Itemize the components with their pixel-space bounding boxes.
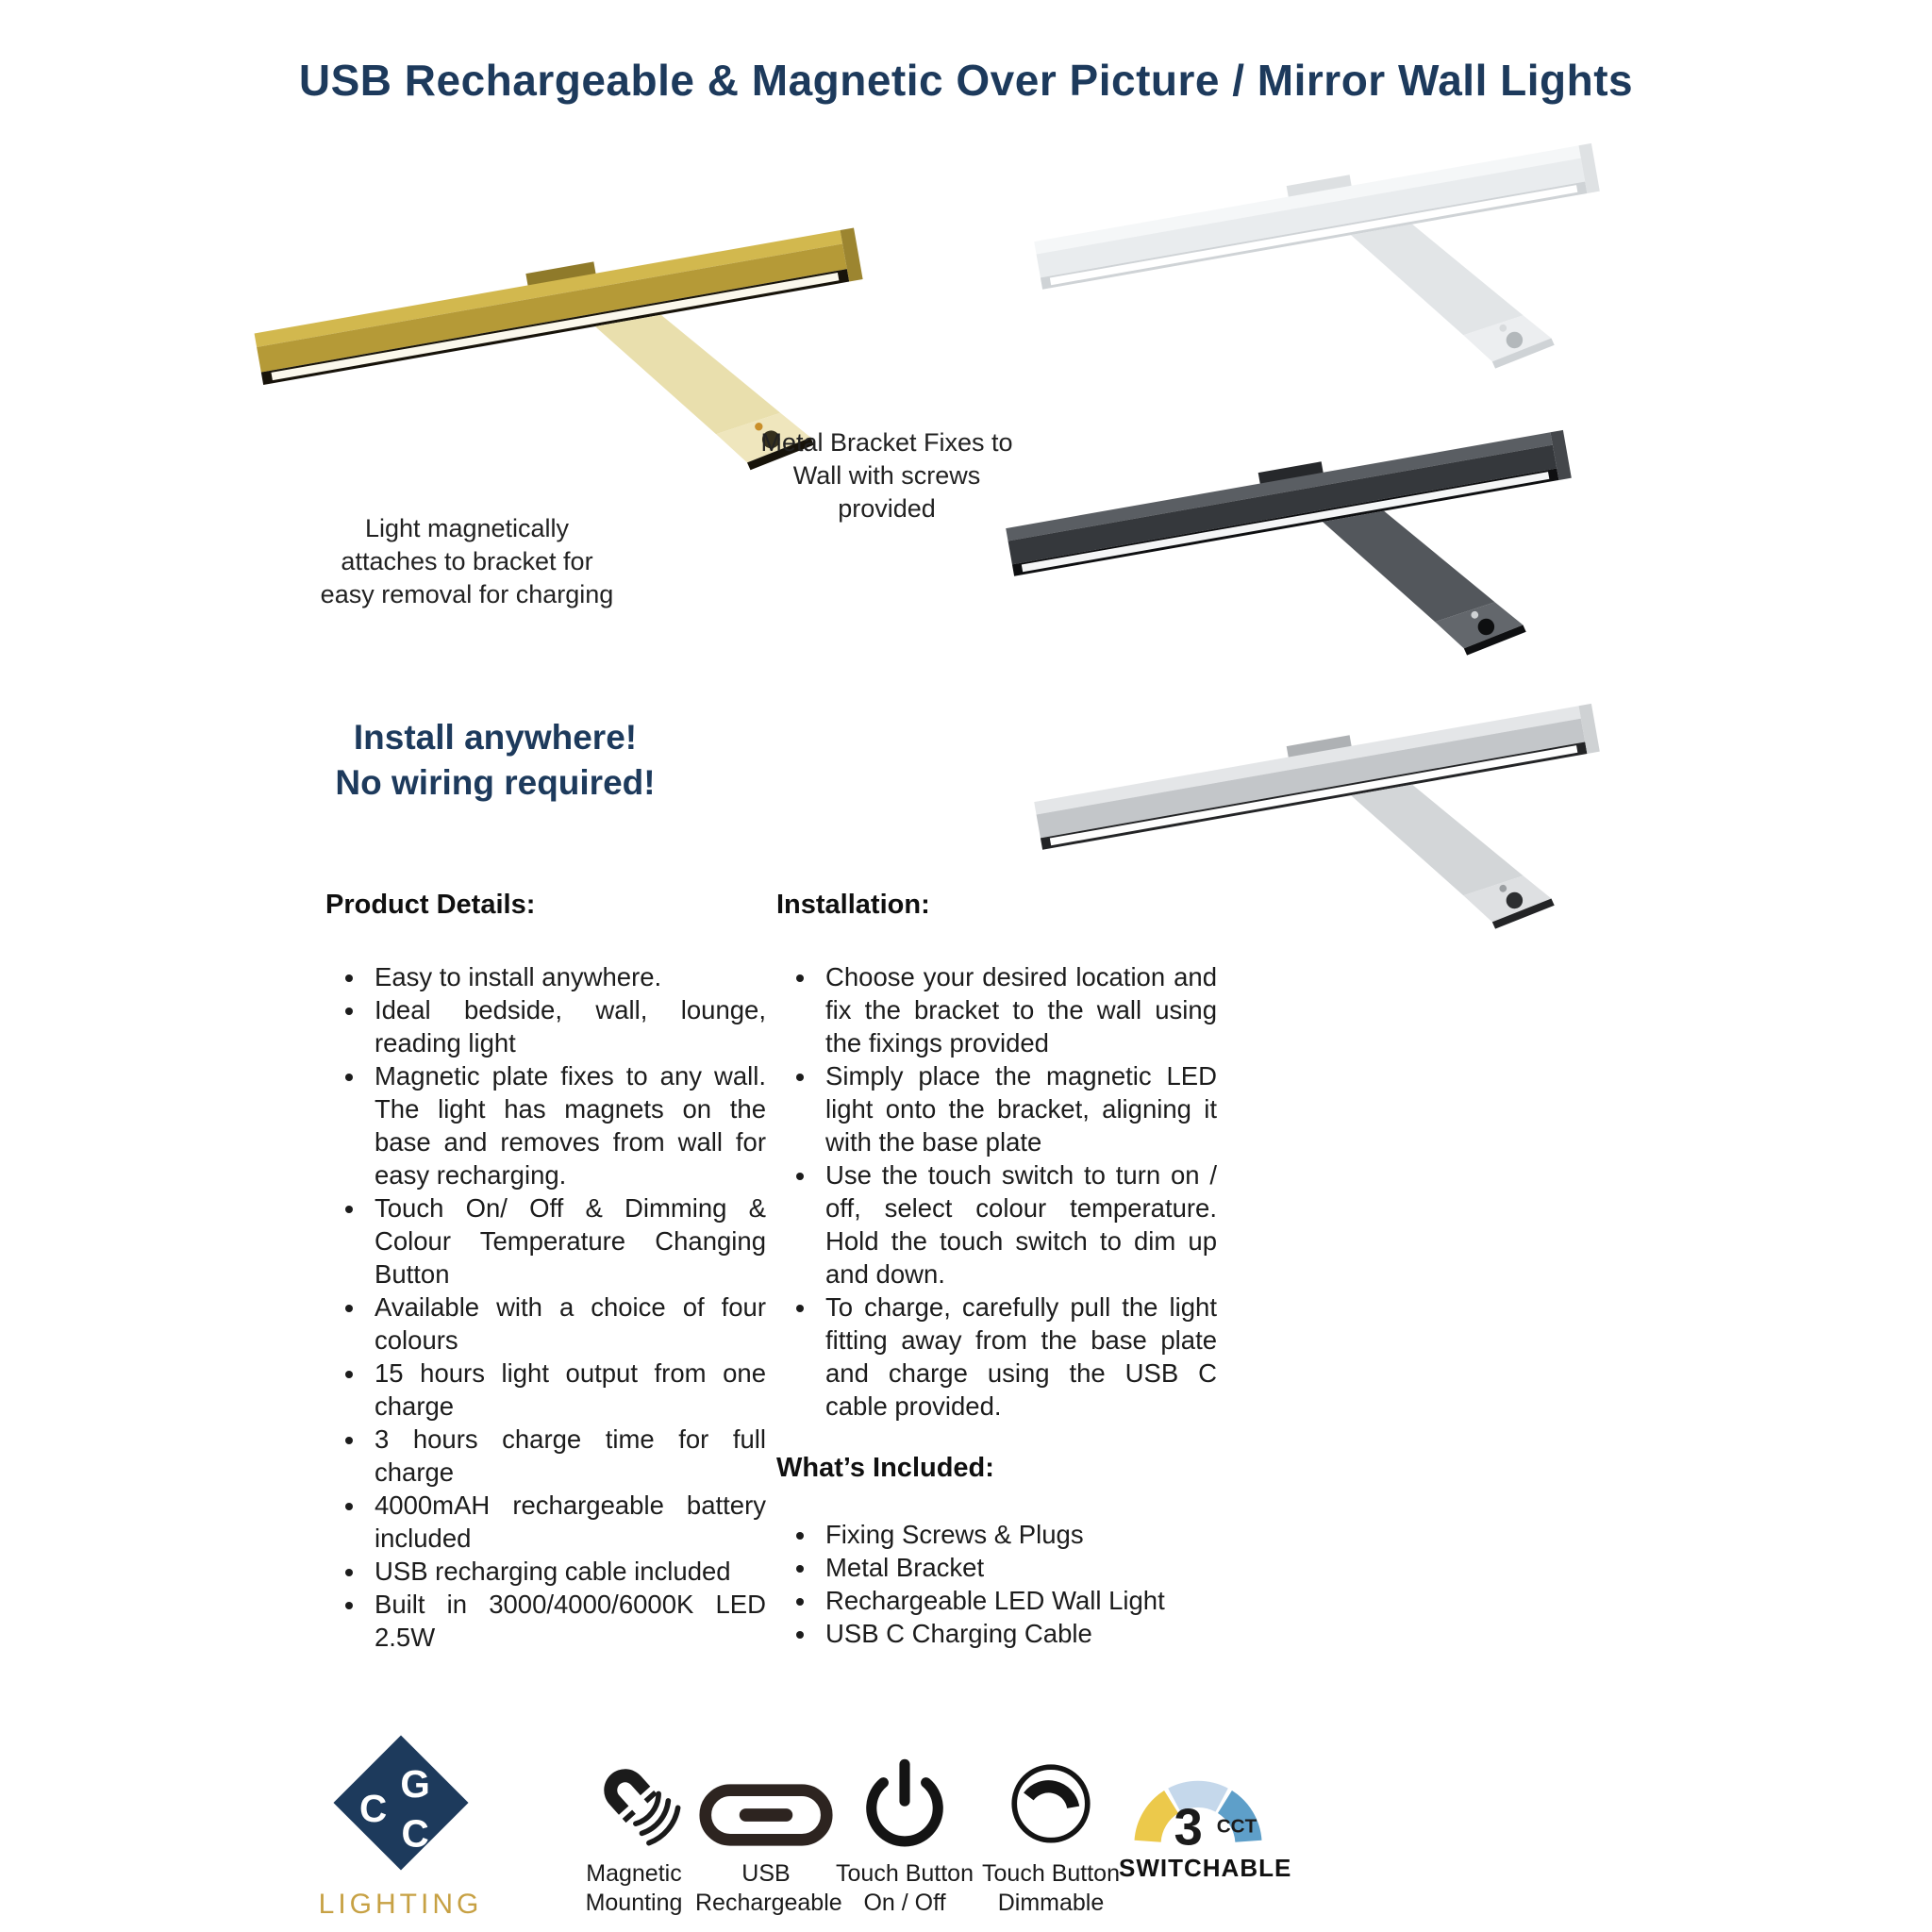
product-details-section [325,890,766,1654]
svg-text:C: C [401,1811,429,1856]
list-item: • 15 hours light output from one charge [367,1357,766,1423]
list-item: • Choose your desired location and fix the bracket to the wall using the fixings provided [818,960,1217,1059]
list-item: • Metal Bracket [818,1551,1217,1584]
dimmer-icon [972,1740,1130,1852]
feature-usb-rechargeable [695,1740,842,1918]
annotation-line: easy removal for charging [320,580,614,608]
feature-label: USB Rechargeable [695,1860,842,1916]
wall-light-black-graphic [989,398,1611,700]
annotation-line: Light magnetically [364,514,570,542]
list-item: • USB recharging cable included [367,1555,766,1588]
feature-label: Touch Button Dimmable [982,1860,1120,1916]
page-title: USB Rechargeable & Magnetic Over Picture / Mirror Wall Lights [298,56,1634,105]
feature-label: SWITCHABLE [1119,1854,1292,1882]
feature-touch-dimmable [972,1740,1130,1918]
svg-text:3: 3 [1174,1798,1203,1852]
installation-heading: Installation: [776,890,930,920]
cct-icon [1119,1740,1277,1852]
list-item: • Built in 3000/4000/6000K LED 2.5W [367,1588,766,1654]
cgc-logo-icon [320,1726,482,1879]
annotation-line: provided [838,494,936,523]
whats-included-list [776,1518,1217,1650]
annotation-line: attaches to bracket for [341,547,593,575]
installation-section [776,890,1217,1650]
product-image-white [1017,111,1640,413]
tagline-line-2: No wiring required! [335,763,656,802]
whats-included-heading: What’s Included: [776,1453,994,1483]
svg-text:C: C [358,1787,387,1831]
list-item: • To charge, carefully pull the light fitting away from the base plate and charge using the USB C cable provided. [818,1291,1217,1423]
list-item: • Easy to install anywhere. [367,960,766,993]
product-details-heading: Product Details: [325,890,536,920]
brand-logo [313,1726,488,1921]
usb-c-icon [695,1740,837,1852]
feature-3cct-switchable [1119,1740,1292,1883]
list-item: • Touch On/ Off & Dimming & Colour Temperature Changing Button [367,1191,766,1291]
feature-touch-on-off [830,1740,979,1918]
wall-light-white-graphic [1017,111,1640,413]
power-icon [830,1740,979,1852]
list-item: • Available with a choice of four colours [367,1291,766,1357]
annotation-line: Metal Bracket Fixes to [760,428,1013,457]
feature-label: Touch Button On / Off [836,1860,974,1916]
list-item: • Rechargeable LED Wall Light [818,1584,1217,1617]
tagline-line-1: Install anywhere! [353,718,638,757]
annotation-line: Wall with screws [792,461,981,490]
magnet-icon [559,1740,708,1852]
feature-label: Magnetic Mounting [585,1860,683,1916]
list-item: • Use the touch switch to turn on / off, select colour temperature. Hold the touch switch to dim up and down. [818,1158,1217,1291]
tagline [245,715,745,806]
brand-logo-label: LIGHTING [318,1889,483,1920]
product-image-black [989,398,1611,700]
svg-text:CCT: CCT [1216,1815,1257,1838]
installation-list [776,960,1217,1423]
list-item: • USB C Charging Cable [818,1617,1217,1650]
list-item: • Ideal bedside, wall, lounge, reading light [367,993,766,1059]
feature-magnetic-mounting [559,1740,708,1918]
list-item: • 4000mAH rechargeable battery included [367,1489,766,1555]
svg-text:G: G [399,1761,430,1806]
list-item: • Fixing Screws & Plugs [818,1518,1217,1551]
list-item: • Magnetic plate fixes to any wall. The light has magnets on the base and removes from wall for easy recharging. [367,1059,766,1191]
list-item: • Simply place the magnetic LED light onto the bracket, aligning it with the base plate [818,1059,1217,1158]
list-item: • 3 hours charge time for full charge [367,1423,766,1489]
product-details-list [325,960,766,1654]
annotation-magnet [297,512,637,611]
annotation-bracket [731,426,1042,525]
